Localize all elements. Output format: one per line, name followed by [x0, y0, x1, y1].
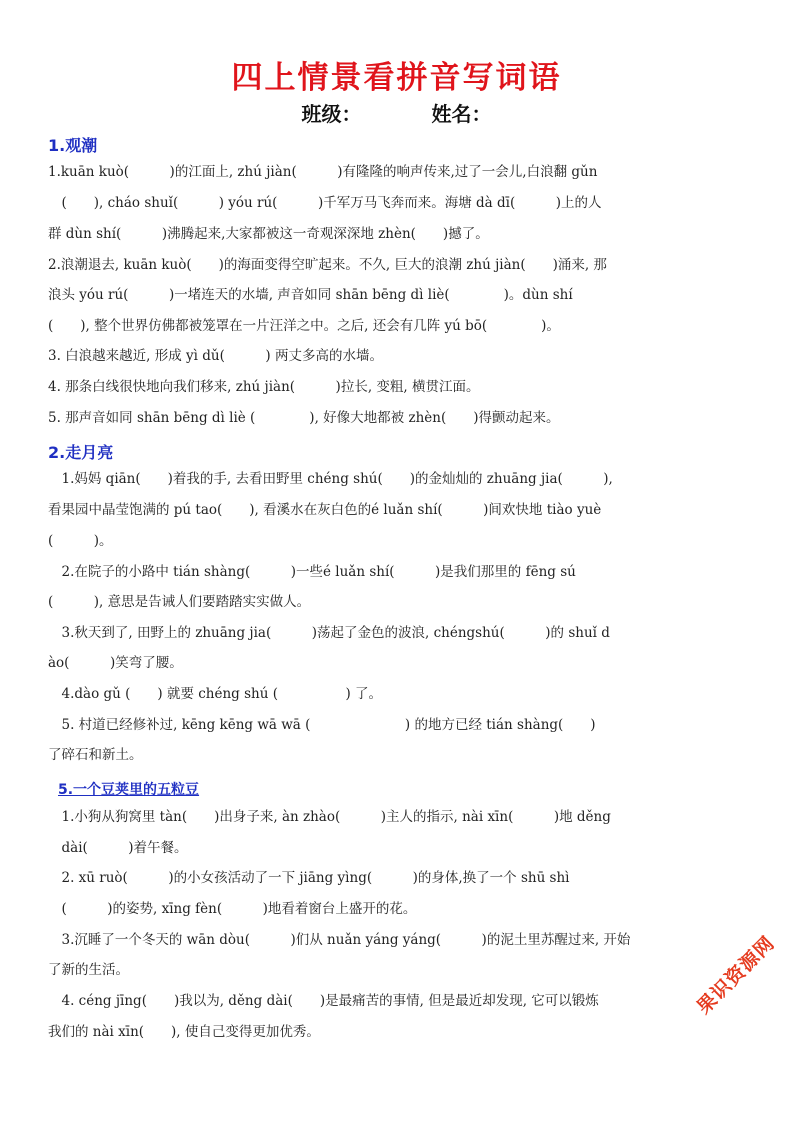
exercise-line: 2. xū ruò( )的小女孩活动了一下 jiāng yìng( )的身体,换了一个 shū shì [48, 870, 570, 886]
exercise-line: 我们的 nài xīn( ), 使自己变得更加优秀。 [48, 1024, 320, 1040]
exercise-line: 群 dùn shí( )沸腾起来,大家都被这一奇观深深地 zhèn( )撼了。 [48, 226, 489, 242]
exercise-line: 1.妈妈 qiān( )着我的手, 去看田野里 chéng shú( )的金灿灿的 zhuāng jia( ), [48, 471, 613, 487]
class-label: 班级： [301, 102, 362, 126]
exercise-line: 5. 那声音如同 shān bēng dì liè ( ), 好像大地都被 zhèn( )得颤动起来。 [48, 410, 560, 426]
exercise-line: 3. 白浪越来越近, 形成 yì dǔ( ) 两丈多高的水墙。 [48, 348, 383, 364]
exercise-line: ( ), 意思是告诫人们要踏踏实实做人。 [48, 594, 311, 610]
exercise-line: 看果园中晶莹饱满的 pú tao( ), 看溪水在灰白色的é luǎn shí( )间欢快地 tiào yuè [48, 502, 602, 518]
watermark-stamp: 果识资源网 [692, 932, 780, 1019]
exercise-line: 2.在院子的小路中 tián shàng( )一些é luǎn shí( )是我们那里的 fēng sú [48, 564, 576, 580]
exercise-line: 4. céng jīng( )我以为, děng dài( )是最痛苦的事情, 但是最近却发现, 它可以锻炼 [48, 993, 599, 1009]
exercise-line: 了碎石和新土。 [48, 747, 143, 763]
exercise-line: 5. 村道已经修补过, kēng kēng wā wā ( ) 的地方已经 tián shàng( ) [48, 717, 596, 733]
exercise-line: 1.kuān kuò( )的江面上, zhú jiàn( )有隆隆的响声传来,过了一会儿,白浪翻 gǔn [48, 164, 598, 180]
exercise-line: ( )的姿势, xīng fèn( )地看着窗台上盛开的花。 [48, 901, 417, 917]
student-info-line [0, 98, 793, 127]
exercise-line: 4.dào gǔ ( ) 就要 chéng shú ( ) 了。 [48, 686, 383, 702]
exercise-line: 4. 那条白线很快地向我们移来, zhú jiàn( )拉长, 变粗, 横贯江面。 [48, 379, 480, 395]
name-label: 姓名： [431, 102, 492, 126]
exercise-line: 3.沉睡了一个冬天的 wān dòu( )们从 nuǎn yáng yáng( )的泥土里苏醒过来, 开始 [48, 932, 631, 948]
exercise-line: ( ), 整个世界仿佛都被笼罩在一片汪洋之中。之后, 还会有几阵 yú bō( )。 [48, 318, 560, 334]
exercise-line: 2.浪潮退去, kuān kuò( )的海面变得空旷起来。不久, 巨大的浪潮 zhú jiàn( )涌来, 那 [48, 257, 607, 273]
section-heading-guanchao: 1.观潮 [48, 136, 98, 155]
exercise-line: ( )。 [48, 533, 113, 549]
exercise-line: ào( )笑弯了腰。 [48, 655, 183, 671]
exercise-line: ( ), cháo shuǐ( ) yóu rú( )千军万马飞奔而来。海塘 dà dī( )上的人 [48, 195, 602, 211]
exercise-line: dài( )着午餐。 [48, 840, 188, 856]
exercise-line: 浪头 yóu rú( )一堵连天的水墙, 声音如同 shān bēng dì liè( )。dùn shí [48, 287, 573, 303]
exercise-line: 1.小狗从狗窝里 tàn( )出身子来, àn zhào( )主人的指示, nài xīn( )地 děng [48, 809, 611, 825]
page-title: 四上情景看拼音写词语 [231, 60, 562, 96]
section-heading-zouyueliang: 2.走月亮 [48, 443, 114, 462]
exercise-line: 了新的生活。 [48, 962, 129, 978]
section-heading-doujia: 5.一个豆荚里的五粒豆 [58, 782, 200, 798]
exercise-line: 3.秋天到了, 田野上的 zhuāng jia( )荡起了金色的波浪, chéngshú( )的 shuǐ d [48, 625, 610, 641]
